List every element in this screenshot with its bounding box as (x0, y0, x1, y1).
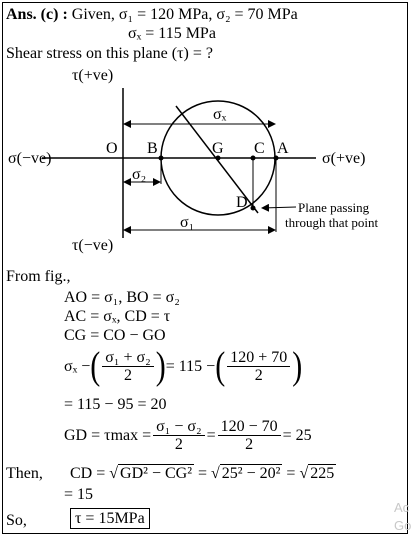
cd-equals: = (197, 465, 208, 482)
sigma-x-dim-label: σₓ (213, 106, 227, 123)
point-a-label: A (277, 140, 289, 157)
fraction-tau-max (153, 418, 204, 453)
sigma-negative-label: σ(−ve) (8, 150, 52, 167)
sigma-x-given: σₓ = 115 MPa (128, 25, 216, 42)
fraction-num: 120 + 70 (227, 349, 290, 367)
then-label: Then, (6, 465, 43, 482)
eq1-lhs: σₓ − (64, 357, 91, 375)
paren-close: ) (292, 344, 303, 388)
gd-result: = 25 (282, 426, 312, 444)
fraction-den: 2 (245, 436, 254, 453)
tau-negative-label: τ(−ve) (72, 237, 114, 254)
fraction-den: 2 (174, 436, 183, 453)
eq1-mid: = 115 − (165, 357, 216, 375)
fraction-num: 120 − 70 (218, 418, 281, 436)
fraction-tau-max-values (218, 418, 281, 453)
sqrt-expr-2: √ 25² − 20² (211, 465, 281, 482)
question-text: Shear stress on this plane (τ) = ? (6, 45, 213, 62)
solution-line-3: CG = CO − GO (64, 327, 166, 344)
sigma-1-dim-label: σ₁ (180, 214, 195, 231)
solution-line-1: AO = σ₁, BO = σ₂ (64, 289, 180, 306)
paren-open: ( (90, 344, 101, 388)
equation-cd (70, 465, 336, 483)
fraction-num: σ₁ − σ₂ (153, 418, 204, 436)
from-fig-label: From fig., (6, 268, 71, 285)
ans-label: Ans. (c) : (6, 6, 68, 23)
point-c-label: C (254, 140, 265, 157)
gd-lhs: GD = τmax = (64, 426, 152, 444)
annotation-line2: through that point (285, 215, 379, 230)
fraction-mean-values (227, 349, 290, 384)
cd-equals-2: = (286, 465, 296, 482)
final-answer-box (70, 510, 150, 528)
watermark-line1: Ac (394, 500, 410, 515)
eq1-result: = 115 − 95 = 20 (64, 396, 167, 413)
gd-equals: = (206, 426, 216, 444)
annotation-arrow (262, 207, 296, 208)
cd-result: = 15 (64, 486, 94, 503)
equation-cg (64, 344, 303, 388)
solution-line-2: AC = σₓ, CD = τ (64, 308, 171, 325)
point-g-label: G (212, 140, 224, 157)
sqrt-expr-1: √ GD² − CG² (109, 465, 192, 482)
equation-gd (64, 418, 312, 453)
annotation-line1: Plane passing (298, 200, 370, 215)
final-answer: τ = 15MPa (70, 508, 150, 529)
fraction-den: 2 (254, 367, 263, 384)
watermark-line2: Go (394, 518, 412, 533)
so-label: So, (6, 512, 27, 529)
fraction-mean (102, 349, 153, 384)
paren-open: ( (215, 344, 226, 388)
fraction-num: σ₁ + σ₂ (102, 349, 153, 367)
point-d-dot (251, 206, 256, 211)
sqrt-expr-3: √ 225 (299, 465, 335, 482)
paren-close: ) (155, 344, 166, 388)
point-d-label: D (236, 194, 248, 211)
cd-lhs: CD = (70, 465, 106, 482)
point-o-label: O (106, 140, 118, 157)
sigma-2-dim-label: σ₂ (132, 166, 147, 183)
sigma-positive-label: σ(+ve) (322, 150, 366, 167)
tau-positive-label: τ(+ve) (72, 67, 114, 84)
point-b-dot (159, 156, 164, 161)
given-text: Given, σ₁ = 120 MPa, σ₂ = 70 MPa (71, 6, 298, 23)
fraction-den: 2 (124, 367, 133, 384)
point-b-label: B (147, 140, 158, 157)
